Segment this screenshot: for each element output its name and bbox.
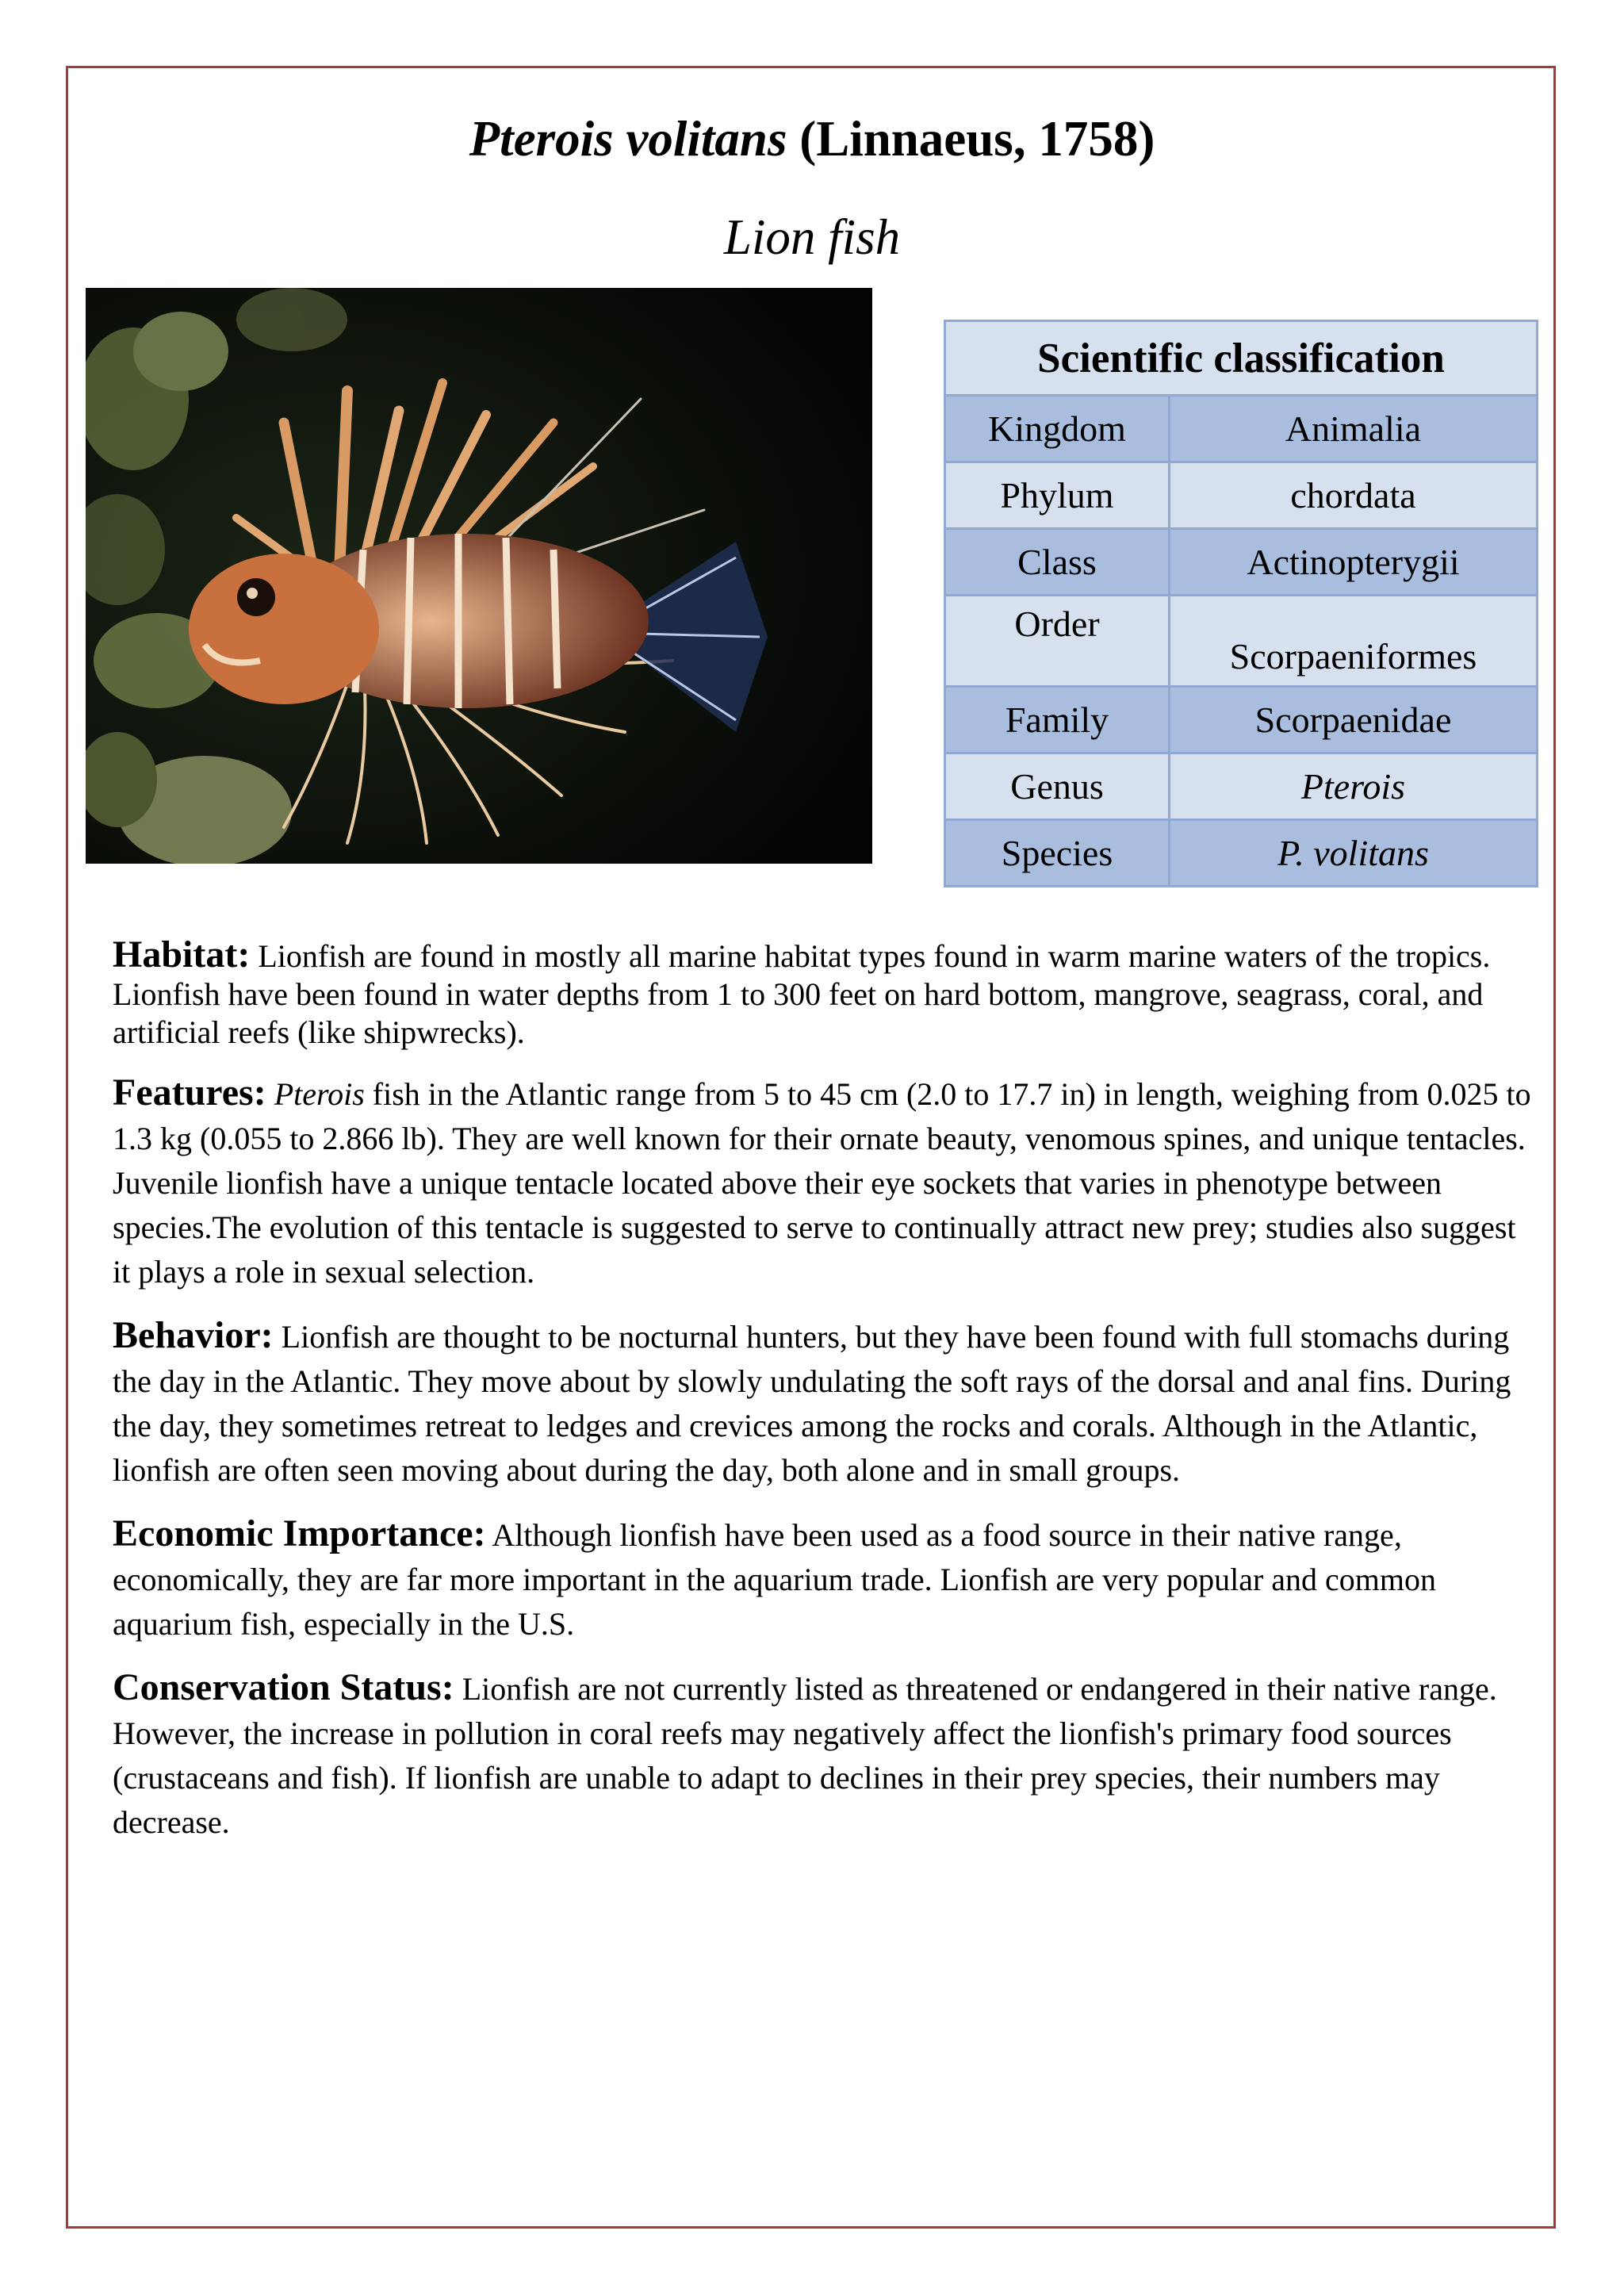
economic-text: Although lionfish have been used as a food source in their native range, economically, they are far more important in the aquarium trade. Lionfish are very popular and common aquarium fish, especially in the U.S. bbox=[113, 1517, 1437, 1642]
classification-table bbox=[944, 320, 1538, 887]
economic-heading: Economic Importance: bbox=[113, 1512, 486, 1554]
conservation-section bbox=[113, 1665, 1540, 1845]
common-name: Lion fish bbox=[723, 209, 901, 265]
value-order: Scorpaeniformes bbox=[1170, 596, 1538, 687]
title-scientific-name: Pterois volitans bbox=[469, 111, 787, 167]
features-section bbox=[113, 1071, 1540, 1294]
value-class: Actinopterygii bbox=[1170, 529, 1538, 596]
features-genus-name: Pterois bbox=[274, 1076, 365, 1112]
economic-section bbox=[113, 1512, 1540, 1646]
habitat-text: Lionfish are found in mostly all marine habitat types found in warm marine waters of the tropics. Lionfish have been found in water depths from 1 to 300 feet on hard bottom, mangrove, seagrass, coral, and artificial reefs (like shipwrecks). bbox=[113, 938, 1491, 1050]
habitat-section bbox=[113, 933, 1540, 1052]
rank-class: Class bbox=[945, 529, 1170, 596]
value-phylum: chordata bbox=[1170, 462, 1538, 529]
table-row bbox=[945, 462, 1538, 529]
conservation-text: Lionfish are not currently listed as threatened or endangered in their native range. However, the increase in pollution in coral reefs may negatively affect the lionfish's primary food sources (crustaceans and fish). If lionfish are unable to adapt to declines in their prey species, their numbers may decrease. bbox=[113, 1671, 1497, 1840]
value-family: Scorpaenidae bbox=[1170, 687, 1538, 753]
features-text: fish in the Atlantic range from 5 to 45 cm (2.0 to 17.7 in) in length, weighing from 0.025 to 1.3 kg (0.055 to 2.866 lb). They are well known for their ornate beauty, venomous spines, and unique tentacles. Juvenile lionfish have a unique tentacle located above their eye sockets that varies in phenotype between species.The evolution of this tentacle is suggested to serve to continually attract new prey; studies also suggest it plays a role in sexual selection. bbox=[113, 1076, 1531, 1290]
conservation-heading: Conservation Status: bbox=[113, 1666, 454, 1708]
rank-genus: Genus bbox=[945, 753, 1170, 820]
rank-species: Species bbox=[945, 820, 1170, 887]
value-genus: Pterois bbox=[1170, 753, 1538, 820]
lionfish-photo bbox=[86, 288, 872, 864]
behavior-heading: Behavior: bbox=[113, 1314, 274, 1356]
habitat-heading: Habitat: bbox=[113, 933, 251, 976]
title-author-year: (Linnaeus, 1758) bbox=[787, 111, 1155, 167]
rank-family: Family bbox=[945, 687, 1170, 753]
table-row bbox=[945, 529, 1538, 596]
behavior-text: Lionfish are thought to be nocturnal hunters, but they have been found with full stomachs during the day in the Atlantic. They move about by slowly undulating the soft rays of the dorsal and anal fins. During the day, they sometimes retreat to ledges and crevices among the rocks and corals. Although in the Atlantic, lionfish are often seen moving about during the day, both alone and in small groups. bbox=[113, 1319, 1511, 1488]
value-kingdom: Animalia bbox=[1170, 396, 1538, 462]
table-row bbox=[945, 396, 1538, 462]
classification-heading: Scientific classification bbox=[945, 321, 1538, 396]
table-row bbox=[945, 753, 1538, 820]
rank-order: Order bbox=[945, 596, 1170, 687]
table-row bbox=[945, 820, 1538, 887]
value-species: P. volitans bbox=[1170, 820, 1538, 887]
page-title bbox=[0, 109, 1624, 170]
description-sections bbox=[113, 933, 1540, 1864]
rank-kingdom: Kingdom bbox=[945, 396, 1170, 462]
table-row bbox=[945, 687, 1538, 753]
behavior-section bbox=[113, 1313, 1540, 1493]
features-heading: Features: bbox=[113, 1071, 266, 1114]
table-row bbox=[945, 596, 1538, 687]
rank-phylum: Phylum bbox=[945, 462, 1170, 529]
